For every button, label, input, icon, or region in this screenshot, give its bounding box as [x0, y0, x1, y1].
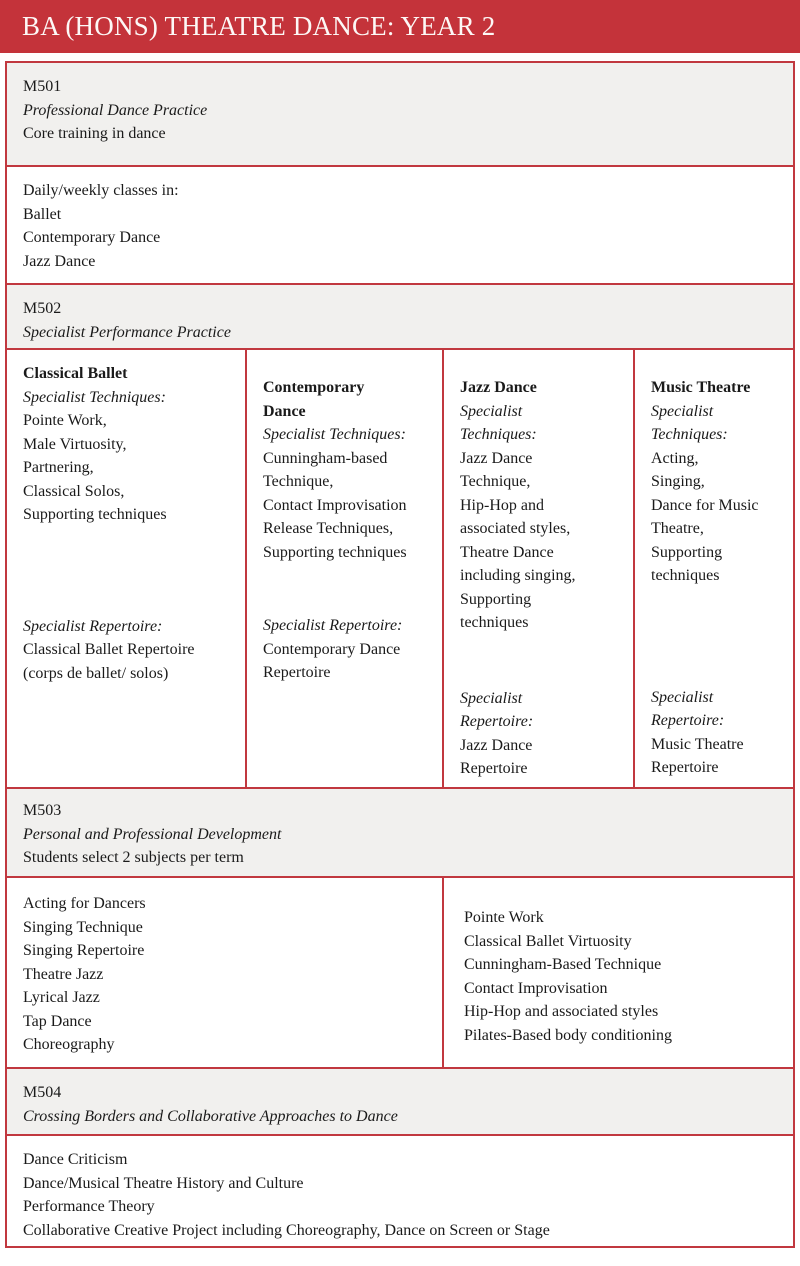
text-line: Repertoire:: [651, 712, 725, 729]
text-line: techniques: [651, 567, 720, 584]
text-line: Collaborative Creative Project including Choreography, Dance on Screen or Stage: [23, 1221, 550, 1239]
techniques-list: [263, 447, 428, 565]
text-line: Cunningham-based: [263, 449, 388, 467]
text-line: Specialist: [651, 402, 714, 420]
text-line: Hip-Hop and associated styles: [464, 1003, 659, 1020]
text-line: Classical Ballet Repertoire: [23, 641, 195, 658]
text-line: Ballet: [23, 205, 62, 223]
techniques-label: [23, 386, 231, 410]
text-line: Acting,: [651, 449, 699, 467]
module-m504-details: [7, 1134, 793, 1246]
text-line: Partnering,: [23, 459, 94, 476]
text-line: Contemporary Dance: [263, 640, 401, 658]
module-code-m504: M504: [23, 1084, 62, 1101]
repertoire-block: [651, 686, 779, 780]
column-heading: [460, 376, 619, 400]
repertoire-label: [263, 614, 428, 638]
text-line: Choreography: [23, 1036, 115, 1053]
module-m504-summary: [7, 1067, 793, 1134]
text-line: Technique,: [263, 473, 334, 490]
text-line: Pilates-Based body conditioning: [464, 1026, 672, 1044]
text-line: Theatre,: [651, 520, 704, 537]
text-line: Cunningham-Based Technique: [464, 956, 662, 973]
techniques-label: [263, 423, 428, 447]
repertoire-list: [651, 733, 779, 780]
repertoire-list: [263, 638, 428, 685]
techniques-list: [23, 409, 231, 527]
repertoire-list: [23, 638, 231, 685]
module-description-m503: Students select 2 subjects per term: [23, 849, 244, 866]
text-line: Repertoire: [263, 664, 331, 681]
repertoire-label: [23, 615, 231, 639]
module-m501-summary: [7, 63, 793, 165]
text-line: Singing,: [651, 473, 705, 490]
text-line: Supporting techniques: [23, 506, 167, 523]
column-heading: [651, 376, 779, 400]
daily-classes-list: [23, 179, 777, 273]
text-line: Release Techniques,: [263, 520, 394, 537]
column-jazz-dance: [442, 350, 633, 787]
repertoire-list: [460, 734, 619, 781]
module-m503-subjects: [7, 876, 793, 1067]
text-line: Contemporary: [263, 379, 365, 396]
text-line: including singing,: [460, 567, 576, 584]
text-line: Hip-Hop and: [460, 496, 544, 514]
text-line: Repertoire: [460, 760, 528, 777]
text-line: Specialist Techniques:: [23, 388, 166, 406]
course-title: BA (HONS) THEATRE DANCE: YEAR 2: [22, 11, 496, 41]
text-line: Theatre Dance: [460, 543, 554, 561]
text-line: Contemporary Dance: [23, 229, 161, 246]
text-line: Acting for Dancers: [23, 895, 146, 912]
text-line: Theatre Jazz: [23, 965, 104, 983]
text-line: Specialist Repertoire:: [263, 617, 403, 634]
module-m501-details: [7, 165, 793, 283]
m504-topics-list: [23, 1148, 777, 1242]
techniques-label: [651, 400, 779, 447]
text-line: Dance: [263, 402, 306, 420]
text-line: Supporting: [651, 543, 723, 561]
text-line: Singing Repertoire: [23, 942, 145, 959]
column-heading: [23, 362, 231, 386]
text-line: Daily/weekly classes in:: [23, 182, 179, 199]
course-header-band: [0, 0, 800, 53]
text-line: Contact Improvisation: [263, 496, 407, 514]
subjects-list-left: [7, 878, 442, 1067]
text-line: Pointe Work,: [23, 412, 107, 429]
text-line: Classical Ballet: [23, 365, 128, 382]
text-line: Repertoire:: [460, 713, 534, 730]
module-code-m502: M502: [23, 300, 62, 317]
text-line: Lyrical Jazz: [23, 989, 100, 1006]
repertoire-block: [263, 614, 428, 685]
column-music-theatre: [633, 350, 793, 787]
module-m502-specialisms: [7, 348, 793, 787]
text-line: Dance for Music: [651, 496, 759, 514]
text-line: (corps de ballet/ solos): [23, 664, 169, 682]
subjects-list-right: [442, 878, 793, 1067]
text-line: Repertoire: [651, 759, 719, 776]
text-line: Classical Ballet Virtuosity: [464, 932, 632, 950]
repertoire-block: [460, 687, 619, 781]
text-line: Singing Technique: [23, 918, 143, 936]
repertoire-label: [460, 687, 619, 734]
text-line: Performance Theory: [23, 1198, 155, 1215]
module-title-m504: Crossing Borders and Collaborative Approaches to Dance: [23, 1107, 398, 1125]
text-line: Techniques:: [651, 426, 728, 443]
text-line: Specialist Repertoire:: [23, 617, 163, 635]
column-heading: [263, 376, 428, 423]
text-line: Dance/Musical Theatre History and Culture: [23, 1174, 304, 1192]
text-line: Technique,: [460, 473, 531, 490]
text-line: Tap Dance: [23, 1012, 92, 1030]
column-contemporary-dance: [245, 350, 442, 787]
techniques-list: [460, 447, 619, 635]
module-title-m502: Specialist Performance Practice: [23, 323, 231, 341]
text-line: Contact Improvisation: [464, 979, 608, 997]
text-line: Techniques:: [460, 426, 537, 443]
text-line: Jazz Dance: [23, 252, 96, 270]
text-line: Supporting techniques: [263, 543, 407, 561]
techniques-label: [460, 400, 619, 447]
repertoire-label: [651, 686, 779, 733]
module-code-m501: M501: [23, 78, 62, 95]
course-structure-table: [5, 61, 795, 1248]
text-line: Music Theatre: [651, 379, 751, 396]
text-line: Music Theatre: [651, 735, 744, 753]
text-line: Supporting: [460, 590, 532, 608]
text-line: Classical Solos,: [23, 482, 125, 500]
text-line: Specialist: [651, 688, 714, 706]
text-line: Specialist: [460, 402, 523, 420]
text-line: Male Virtuosity,: [23, 435, 127, 453]
module-code-m503: M503: [23, 802, 62, 819]
techniques-list: [651, 447, 779, 588]
text-line: techniques: [460, 614, 529, 631]
module-title-m503: Personal and Professional Development: [23, 825, 282, 843]
text-line: Jazz Dance: [460, 379, 537, 396]
column-classical-ballet: [7, 350, 245, 787]
module-description-m501: Core training in dance: [23, 125, 166, 142]
text-line: Jazz Dance: [460, 449, 533, 467]
module-m503-summary: [7, 787, 793, 876]
module-title-m501: Professional Dance Practice: [23, 101, 208, 119]
text-line: Jazz Dance: [460, 736, 533, 754]
text-line: Specialist Techniques:: [263, 426, 406, 443]
text-line: Pointe Work: [464, 909, 544, 926]
text-line: Dance Criticism: [23, 1151, 128, 1168]
text-line: associated styles,: [460, 520, 571, 537]
module-m502-summary: [7, 283, 793, 348]
repertoire-block: [23, 615, 231, 686]
text-line: Specialist: [460, 689, 523, 707]
